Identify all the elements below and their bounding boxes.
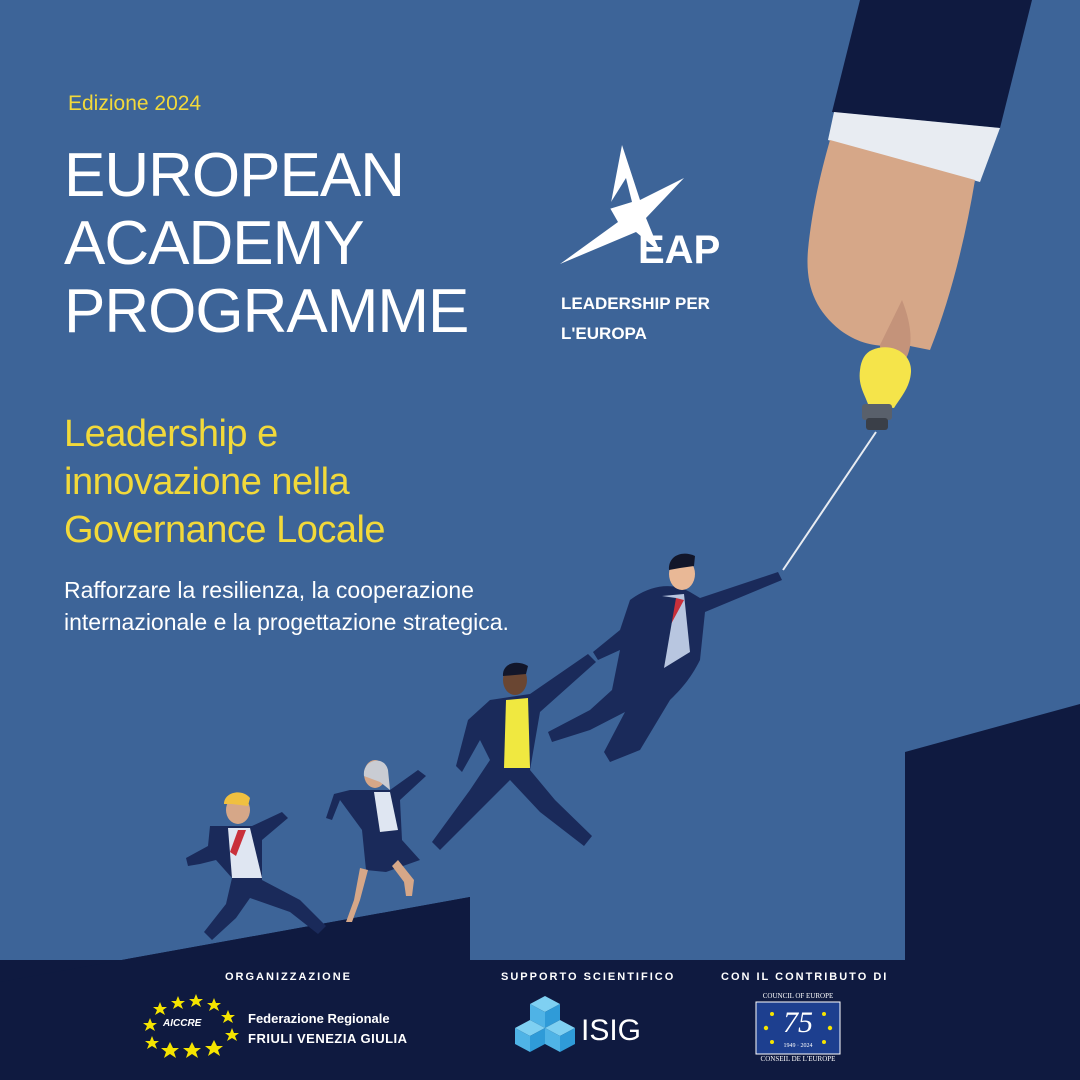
- title-line: ACADEMY: [64, 209, 364, 278]
- page-title: [64, 142, 468, 346]
- coe-years: 1949 · 2024: [783, 1043, 813, 1049]
- hand-icon: [807, 0, 1032, 365]
- subtitle-line: Leadership e: [64, 413, 278, 455]
- contributo-heading: CON IL CONTRIBUTO DI: [721, 971, 889, 983]
- subtitle-line: innovazione nella: [64, 461, 350, 503]
- tagline-line: LEADERSHIP PER: [561, 294, 710, 313]
- org-name-line1: Federazione Regionale: [248, 1011, 390, 1026]
- edition-label: Edizione 2024: [68, 92, 202, 115]
- eap-acronym: EAP: [638, 228, 721, 272]
- coe-bottom-text: CONSEIL DE L'EUROPE: [760, 1055, 836, 1063]
- description: Rafforzare la resilienza, la cooperazione internazionale e la progettazione strategica.: [64, 577, 509, 635]
- organizzazione-heading: ORGANIZZAZIONE: [225, 971, 352, 983]
- coe-top-text: COUNCIL OF EUROPE: [762, 992, 834, 1000]
- subtitle: [64, 410, 385, 554]
- subtitle-line: Governance Locale: [64, 509, 386, 551]
- runner-figure-3: [326, 760, 426, 922]
- runner-figure-4: [186, 792, 326, 940]
- supporto-heading: SUPPORTO SCIENTIFICO: [501, 971, 676, 983]
- lightbulb-icon: [783, 347, 911, 570]
- coe-number: 75: [783, 1006, 813, 1039]
- title-line: PROGRAMME: [64, 277, 469, 346]
- isig-logo-text: ISIG: [581, 1014, 642, 1047]
- aiccre-logo-text: AICCRE: [163, 1018, 202, 1029]
- runner-figure-2: [432, 654, 596, 850]
- org-name-line2: FRIULI VENEZIA GIULIA: [248, 1031, 408, 1046]
- tagline-line: L'EUROPA: [561, 324, 647, 343]
- title-line: EUROPEAN: [64, 141, 404, 210]
- eap-tagline: [561, 289, 710, 349]
